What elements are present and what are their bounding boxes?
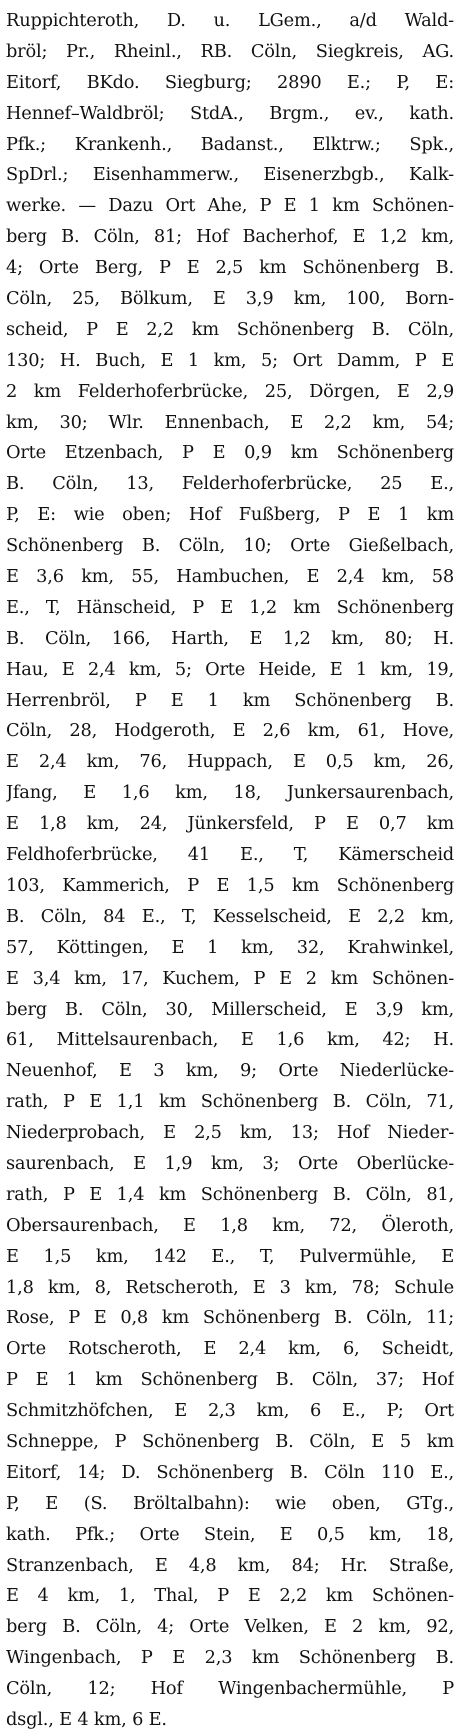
text-line: Jfang, E 1,6 km, 18, Junkersaurenbach, [6, 782, 454, 804]
text-line: 130; H. Buch, E 1 km, 5; Ort Damm, P E [6, 349, 454, 371]
text-line: B. Cöln, 84 E., T, Kesselscheid, E 2,2 km, [6, 905, 454, 927]
text-line: 57, Köttingen, E 1 km, 32, Krahwinkel, [6, 936, 454, 958]
text-line: B. Cöln, 13, Felderhoferbrücke, 25 E., [6, 473, 454, 495]
text-line: Pfk.; Krankenh., Badanst., Elktrw.; Spk., [6, 133, 454, 155]
text-line: B. Cöln, 166, Harth, E 1,2 km, 80; H. [6, 627, 454, 649]
text-line: Neuenhof, E 3 km, 9; Orte Niederlücke- [6, 1060, 454, 1082]
text-line: 4; Orte Berg, P E 2,5 km Schönenberg B. [6, 257, 454, 279]
text-line: E 4 km, 1, Thal, P E 2,2 km Schönen- [6, 1585, 454, 1607]
text-line: E., T, Hänscheid, P E 1,2 km Schönenberg [6, 596, 454, 618]
text-line: Hennef–Waldbröl; StdA., Brgm., ev., kath. [6, 102, 454, 124]
text-line: E 3,6 km, 55, Hambuchen, E 2,4 km, 58 [6, 566, 454, 588]
text-line: SpDrl.; Eisenhammerw., Eisenerzbgb., Kalk- [6, 164, 454, 186]
text-line: E 2,4 km, 76, Huppach, E 0,5 km, 26, [6, 751, 454, 773]
text-line: dsgl., E 4 km, 6 E. [6, 1708, 167, 1730]
text-line: 1,8 km, 8, Retscheroth, E 3 km, 78; Schule [6, 1276, 454, 1298]
text-line: Orte Etzenbach, P E 0,9 km Schönenberg [6, 442, 454, 464]
text-line: 2 km Felderhoferbrücke, 25, Dörgen, E 2,9 [6, 380, 454, 402]
text-line: Niederprobach, E 2,5 km, 13; Hof Nieder- [6, 1122, 454, 1144]
text-line: berg B. Cöln, 81; Hof Bacherhof, E 1,2 km, [6, 226, 454, 248]
text-line: Orte Rotscheroth, E 2,4 km, 6, Scheidt, [6, 1338, 454, 1360]
text-line: berg B. Cöln, 30, Millerscheid, E 3,9 km, [6, 998, 454, 1020]
text-line: Schmitzhöfchen, E 2,3 km, 6 E., P; Ort [6, 1400, 454, 1422]
text-line: P E 1 km Schönenberg B. Cöln, 37; Hof [6, 1369, 454, 1391]
text-line: Cöln, 12; Hof Wingenbachermühle, P [6, 1678, 454, 1700]
text-line: Obersaurenbach, E 1,8 km, 72, Öleroth, [6, 1214, 454, 1236]
text-line: Eitorf, BKdo. Siegburg; 2890 E.; P, E: [6, 71, 454, 93]
text-line: km, 30; Wlr. Ennenbach, E 2,2 km, 54; [6, 411, 454, 433]
text-line: 103, Kammerich, P E 1,5 km Schönenberg [6, 874, 454, 896]
text-line: P, E: wie oben; Hof Fußberg, P E 1 km [6, 504, 454, 526]
text-line: Hau, E 2,4 km, 5; Orte Heide, E 1 km, 19, [6, 658, 454, 680]
text-line: rath, P E 1,4 km Schönenberg B. Cöln, 81, [6, 1183, 454, 1205]
text-line: E 3,4 km, 17, Kuchem, P E 2 km Schönen- [6, 967, 454, 989]
text-line: bröl; Pr., Rheinl., RB. Cöln, Siegkreis, AG. [6, 40, 454, 62]
text-line: E 1,5 km, 142 E., T, Pulvermühle, E [6, 1245, 454, 1267]
text-line: E 1,8 km, 24, Jünkersfeld, P E 0,7 km [6, 813, 454, 835]
text-line: berg B. Cöln, 4; Orte Velken, E 2 km, 92, [6, 1616, 454, 1638]
text-line: Ruppichteroth, D. u. LGem., a/d Wald- [6, 10, 454, 31]
text-line: scheid, P E 2,2 km Schönenberg B. Cöln, [6, 318, 454, 340]
text-line: 61, Mittelsaurenbach, E 1,6 km, 42; H. [6, 1029, 454, 1051]
text-line: werke. — Dazu Ort Ahe, P E 1 km Schönen- [6, 195, 454, 217]
text-line: Schneppe, P Schönenberg B. Cöln, E 5 km [6, 1430, 454, 1452]
text-line: Wingenbach, P E 2,3 km Schönenberg B. [6, 1647, 454, 1669]
text-line: Cöln, 28, Hodgeroth, E 2,6 km, 61, Hove, [6, 720, 454, 742]
text-line: Rose, P E 0,8 km Schönenberg B. Cöln, 11; [6, 1307, 454, 1329]
text-line: Feldhoferbrücke, 41 E., T, Kämerscheid [6, 844, 454, 866]
text-line: rath, P E 1,1 km Schönenberg B. Cöln, 71, [6, 1091, 454, 1113]
text-line: Herrenbröl, P E 1 km Schönenberg B. [6, 689, 454, 711]
text-line: Cöln, 25, Bölkum, E 3,9 km, 100, Born- [6, 288, 454, 310]
text-line: kath. Pfk.; Orte Stein, E 0,5 km, 18, [6, 1523, 454, 1545]
text-line: Stranzenbach, E 4,8 km, 84; Hr. Straße, [6, 1554, 454, 1576]
text-line: P, E (S. Bröltalbahn): wie oben, GTg., [6, 1492, 454, 1514]
gazetteer-entry-ruppichteroth [6, 6, 454, 1736]
text-line: Eitorf, 14; D. Schönenberg B. Cöln 110 E., [6, 1461, 454, 1483]
text-line: Schönenberg B. Cöln, 10; Orte Gießelbach, [6, 535, 454, 557]
text-line: saurenbach, E 1,9 km, 3; Orte Oberlücke- [6, 1152, 454, 1174]
